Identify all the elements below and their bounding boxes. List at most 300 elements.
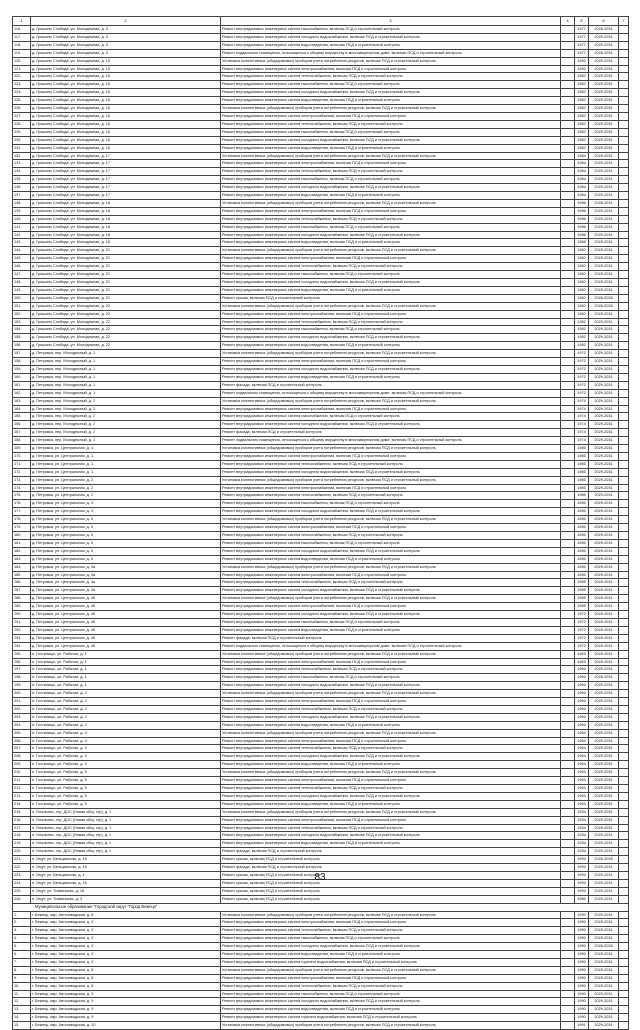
row-number: 198.	[13, 674, 31, 682]
table-row	[13, 785, 629, 793]
address-cell: д. Гришино Слобода, ул. Молодежная, д. 3	[31, 33, 221, 41]
row-number: 1.	[13, 911, 31, 919]
period-cell: 2029-2031	[589, 698, 619, 706]
address-cell: д. Петровка, ул. Центральная, д. 2	[31, 508, 221, 516]
col4-cell	[561, 690, 575, 698]
period-cell: 2029-2031	[589, 263, 619, 271]
year-cell: 1974	[575, 397, 589, 405]
table-row	[13, 998, 629, 1006]
col4-cell	[561, 927, 575, 935]
year-cell: 1985	[575, 460, 589, 468]
table-row	[13, 642, 629, 650]
col7-cell	[619, 800, 629, 808]
table-row	[13, 350, 629, 358]
year-cell: 1985	[575, 500, 589, 508]
table-row	[13, 41, 629, 49]
table-row	[13, 595, 629, 603]
table-row	[13, 729, 629, 737]
col7-cell	[619, 452, 629, 460]
row-number: 163.	[13, 397, 31, 405]
row-number: 212.	[13, 785, 31, 793]
address-cell: д. Петровка, ул. Центральная, д. 4	[31, 516, 221, 524]
col7-cell	[619, 911, 629, 919]
period-cell: 2028-2031	[589, 49, 619, 57]
work-type-cell: Ремонт внутридомовых инженерных систем электроснабжения, включая ПСД и строительный контроль	[221, 484, 561, 492]
col7-cell	[619, 160, 629, 168]
address-cell: п. Гостилицы, ул. Рабочая, д. 4	[31, 729, 221, 737]
period-cell: 2029-2031	[589, 927, 619, 935]
period-cell: 2029-2031	[589, 381, 619, 389]
work-type-cell: Ремонт внутридомовых инженерных систем холодного водоснабжения, включая ПСД и строительный контроль	[221, 792, 561, 800]
period-cell: 2029-2031	[589, 176, 619, 184]
table-row	[13, 65, 629, 73]
row-number: 135.	[13, 176, 31, 184]
row-number: 175.	[13, 492, 31, 500]
col4-cell	[561, 761, 575, 769]
address-cell: д. Петровка, пер. Молодежный, д. 2	[31, 429, 221, 437]
year-cell: 1985	[575, 603, 589, 611]
address-cell: п. Омут, ул. Бельцинская, д. 16	[31, 879, 221, 887]
period-cell: 2029-2031	[589, 1006, 619, 1014]
row-number: 134.	[13, 168, 31, 176]
period-cell: 2029-2031	[589, 152, 619, 160]
work-type-cell: Ремонт внутридомовых инженерных систем холодного водоснабжения, включая ПСД и строительный контроль	[221, 508, 561, 516]
table-row	[13, 176, 629, 184]
work-type-cell: Ремонт внутридомовых инженерных систем теплоснабжения, включая ПСД и строительный контроль	[221, 73, 561, 81]
period-cell: 2029-2031	[589, 800, 619, 808]
address-cell: п. Омут, ул. Бельцинская, д. 18	[31, 856, 221, 864]
year-cell: 1964	[575, 753, 589, 761]
col7-cell	[619, 864, 629, 872]
col4-cell	[561, 358, 575, 366]
period-cell: 2029-2031	[589, 832, 619, 840]
year-cell: 1934	[575, 832, 589, 840]
row-number: 164.	[13, 405, 31, 413]
row-number: 201.	[13, 698, 31, 706]
work-type-cell: Ремонт внутридомовых инженерных систем теплоснабжения, включая ПСД и строительный контроль	[221, 532, 561, 540]
address-cell: г. Бежецк, мкр. Автозаводская, д. 6	[31, 935, 221, 943]
table-row	[13, 389, 629, 397]
year-cell: 1985	[575, 895, 589, 903]
row-number: 124.	[13, 89, 31, 97]
period-cell: 2029-2031	[589, 41, 619, 49]
row-number: 211.	[13, 777, 31, 785]
table-row	[13, 255, 629, 263]
table-row	[13, 698, 629, 706]
address-cell: д. Петровка, ул. Центральная, д. 2	[31, 500, 221, 508]
year-cell: 1934	[575, 848, 589, 856]
col4-cell	[561, 437, 575, 445]
table-row	[13, 397, 629, 405]
year-cell: 1963	[575, 682, 589, 690]
work-type-cell: Ремонт внутридомовых инженерных систем газоснабжения, включая ПСД и строительный контроль	[221, 26, 561, 34]
period-cell: 2029-2031	[589, 721, 619, 729]
address-cell: п. Омут, ул. Бельцинская, д. 18	[31, 864, 221, 872]
year-cell: 1984	[575, 152, 589, 160]
col4-cell	[561, 769, 575, 777]
address-cell: д. Гришино Слобода, ул. Молодежная, д. 3	[31, 41, 221, 49]
row-number: 162.	[13, 389, 31, 397]
period-cell: 2029-2031	[589, 871, 619, 879]
address-cell: г. Бежецк, мкр. Автозаводская, д. 9	[31, 1006, 221, 1014]
year-cell: 1990	[575, 1014, 589, 1022]
col7-cell	[619, 856, 629, 864]
col4-cell	[561, 33, 575, 41]
table-row	[13, 199, 629, 207]
work-type-cell: Ремонт внутридомовых инженерных систем электроснабжения, включая ПСД и строительный контроль	[221, 919, 561, 927]
work-type-cell: Ремонт внутридомовых инженерных систем теплоснабжения, включая ПСД и строительный контроль	[221, 460, 561, 468]
col7-cell	[619, 73, 629, 81]
address-cell: д. Петровка, ул. Центральная, д. 4б	[31, 611, 221, 619]
period-cell: 2029-2031	[589, 682, 619, 690]
col4-cell	[561, 263, 575, 271]
row-number: 10.	[13, 982, 31, 990]
work-type-cell: Установка коллективных (общедомовых) приборов учета потребления ресурсов, включая ПСД и строительный контроль	[221, 476, 561, 484]
address-cell: д. Гришино Слобода, ул. Молодежная, д. 22	[31, 310, 221, 318]
address-cell: д. Гришино Слобода, ул. Молодежная, д. 17	[31, 168, 221, 176]
row-number: 2.	[13, 919, 31, 927]
row-number: 222.	[13, 864, 31, 872]
work-type-cell: Ремонт внутридомовых инженерных систем теплоснабжения, включая ПСД и строительный контроль	[221, 168, 561, 176]
col4-cell	[561, 887, 575, 895]
col7-cell	[619, 792, 629, 800]
year-cell: 1993	[575, 856, 589, 864]
work-type-cell: Установка коллективных (общедомовых) приборов учета потребления ресурсов, включая ПСД и строительный контроль	[221, 595, 561, 603]
period-cell: 2029-2031	[589, 974, 619, 982]
address-cell: д. Гришино Слобода, ул. Молодежная, д. 22	[31, 334, 221, 342]
col4-cell	[561, 381, 575, 389]
row-number: 129.	[13, 128, 31, 136]
col7-cell	[619, 429, 629, 437]
col7-cell	[619, 1006, 629, 1014]
work-type-cell: Ремонт внутридомовых инженерных систем газоснабжения, включая ПСД и строительный контроль	[221, 935, 561, 943]
period-cell: 2029-2031	[589, 460, 619, 468]
table-row	[13, 128, 629, 136]
year-cell: 1974	[575, 405, 589, 413]
table-row	[13, 816, 629, 824]
table-row	[13, 144, 629, 152]
year-cell: 1964	[575, 729, 589, 737]
address-cell: д. Гришино Слобода, ул. Молодежная, д. 16	[31, 112, 221, 120]
address-cell: д. Гришино Слобода, ул. Молодежная, д. 17	[31, 192, 221, 200]
year-cell: 1972	[575, 634, 589, 642]
period-cell: 2029-2031	[589, 120, 619, 128]
year-cell: 1990	[575, 990, 589, 998]
col4-cell	[561, 516, 575, 524]
col4-cell	[561, 966, 575, 974]
col7-cell	[619, 1014, 629, 1022]
year-cell: 1990	[575, 966, 589, 974]
year-cell: 1991	[575, 1022, 589, 1030]
col7-cell	[619, 816, 629, 824]
col4-cell	[561, 271, 575, 279]
table-row	[13, 405, 629, 413]
year-cell: 1963	[575, 785, 589, 793]
year-cell: 1972	[575, 389, 589, 397]
period-cell: 2029-2031	[589, 539, 619, 547]
work-type-cell: Ремонт внутридомовых инженерных систем водоотведения, включая ПСД и строительный контроль	[221, 555, 561, 563]
year-cell: 1982	[575, 120, 589, 128]
period-cell: 2029-2031	[589, 864, 619, 872]
column-header: 4	[561, 17, 575, 26]
table-row	[13, 674, 629, 682]
period-cell: 2029-2031	[589, 223, 619, 231]
year-cell: 1982	[575, 105, 589, 113]
col4-cell	[561, 294, 575, 302]
col4-cell	[561, 247, 575, 255]
work-type-cell: Установка коллективных (общедомовых) приборов учета потребления ресурсов, включая ПСД и строительный контроль	[221, 1022, 561, 1030]
work-type-cell: Ремонт внутридомовых инженерных систем горячего водоснабжения, включая ПСД и строительный контроль	[221, 958, 561, 966]
address-cell: г. Бежецк, мкр. Автозаводская, д. 6	[31, 958, 221, 966]
work-type-cell: Ремонт крыши, включая ПСД и строительный контроль	[221, 895, 561, 903]
row-number: 160.	[13, 373, 31, 381]
col4-cell	[561, 144, 575, 152]
col4-cell	[561, 650, 575, 658]
col7-cell	[619, 350, 629, 358]
col7-cell	[619, 769, 629, 777]
col4-cell	[561, 935, 575, 943]
year-cell: 1986	[575, 199, 589, 207]
work-type-cell: Ремонт внутридомовых инженерных систем холодного водоснабжения, включая ПСД и строительный контроль	[221, 365, 561, 373]
year-cell: 1990	[575, 943, 589, 951]
period-cell: 2026-2028	[589, 856, 619, 864]
address-cell: п. Гостилицы, ул. Рабочая, д. 4	[31, 753, 221, 761]
work-type-cell: Установка коллективных (общедомовых) приборов учета потребления ресурсов, включая ПСД и строительный контроль	[221, 966, 561, 974]
address-cell: д. Гришино Слобода, ул. Молодежная, д. 22	[31, 318, 221, 326]
row-number: 196.	[13, 658, 31, 666]
row-number: 219.	[13, 840, 31, 848]
row-number: 151.	[13, 302, 31, 310]
col4-cell	[561, 81, 575, 89]
col7-cell	[619, 626, 629, 634]
work-type-cell: Ремонт внутридомовых инженерных систем водоотведения, включая ПСД и строительный контроль	[221, 951, 561, 959]
year-cell: 1990	[575, 958, 589, 966]
col7-cell	[619, 500, 629, 508]
work-type-cell: Ремонт внутридомовых инженерных систем теплоснабжения, включая ПСД и строительный контроль	[221, 705, 561, 713]
work-type-cell: Ремонт подвального помещения, относящегося к общему имуществу в многоквартирном доме, включая ПСД и строительный контроль	[221, 49, 561, 57]
table-row	[13, 966, 629, 974]
col4-cell	[561, 840, 575, 848]
table-row	[13, 547, 629, 555]
year-cell: 1982	[575, 310, 589, 318]
col7-cell	[619, 334, 629, 342]
table-row	[13, 840, 629, 848]
col7-cell	[619, 927, 629, 935]
work-type-cell: Установка коллективных (общедомовых) приборов учета потребления ресурсов, включая ПСД и строительный контроль	[221, 397, 561, 405]
row-number: 117.	[13, 33, 31, 41]
period-cell: 2029-2031	[589, 429, 619, 437]
year-cell: 1984	[575, 160, 589, 168]
address-cell: д. Гришино Слобода, ул. Молодежная, д. 18	[31, 215, 221, 223]
col7-cell	[619, 682, 629, 690]
table-row	[13, 990, 629, 998]
work-type-cell: Ремонт внутридомовых инженерных систем водоотведения, включая ПСД и строительный контроль	[221, 144, 561, 152]
col4-cell	[561, 958, 575, 966]
period-cell: 2029-2031	[589, 998, 619, 1006]
period-cell: 2029-2031	[589, 951, 619, 959]
col7-cell	[619, 192, 629, 200]
col4-cell	[561, 286, 575, 294]
col4-cell	[561, 753, 575, 761]
period-cell: 2029-2031	[589, 184, 619, 192]
col7-cell	[619, 579, 629, 587]
year-cell: 1982	[575, 279, 589, 287]
table-row	[13, 682, 629, 690]
col7-cell	[619, 895, 629, 903]
work-type-cell: Ремонт внутридомовых инженерных систем газоснабжения, включая ПСД и строительный контроль	[221, 539, 561, 547]
table-row	[13, 381, 629, 389]
year-cell: 1982	[575, 89, 589, 97]
row-number: 195.	[13, 650, 31, 658]
table-row	[13, 152, 629, 160]
address-cell: п. Гостилицы, ул. Рабочая, д. 4	[31, 745, 221, 753]
work-type-cell: Установка коллективных (общедомовых) приборов учета потребления ресурсов, включая ПСД и строительный контроль	[221, 729, 561, 737]
column-header: 5	[575, 17, 589, 26]
period-cell: 2028-2031	[589, 26, 619, 34]
year-cell: 1984	[575, 184, 589, 192]
row-number: 156.	[13, 342, 31, 350]
row-number: 139.	[13, 207, 31, 215]
table-row	[13, 279, 629, 287]
row-number: 200.	[13, 690, 31, 698]
row-number: 199.	[13, 682, 31, 690]
address-cell: п. Омут, ул. Бельцинская, д. 1	[31, 871, 221, 879]
table-row	[13, 721, 629, 729]
work-type-cell: Ремонт внутридомовых инженерных систем холодного водоснабжения, включая ПСД и строительный контроль	[221, 136, 561, 144]
period-cell: 2028-2031	[589, 674, 619, 682]
row-number: 7.	[13, 958, 31, 966]
address-cell: д. Петровка, ул. Центральная, д. 4	[31, 532, 221, 540]
year-cell: 1986	[575, 239, 589, 247]
col7-cell	[619, 516, 629, 524]
work-type-cell: Ремонт внутридомовых инженерных систем холодного водоснабжения, включая ПСД и строительный контроль	[221, 943, 561, 951]
work-type-cell: Ремонт внутридомовых инженерных систем холодного водоснабжения, включая ПСД и строительный контроль	[221, 547, 561, 555]
col7-cell	[619, 81, 629, 89]
col4-cell	[561, 824, 575, 832]
col7-cell	[619, 587, 629, 595]
row-number: 128.	[13, 120, 31, 128]
row-number: 203.	[13, 713, 31, 721]
work-type-cell: Ремонт внутридомовых инженерных систем электроснабжения, включая ПСД и строительный контроль	[221, 816, 561, 824]
row-number: 154.	[13, 326, 31, 334]
period-cell: 2029-2031	[589, 935, 619, 943]
year-cell: 1990	[575, 911, 589, 919]
work-type-cell: Ремонт внутридомовых инженерных систем холодного водоснабжения, включая ПСД и строительный контроль	[221, 184, 561, 192]
work-type-cell: Установка коллективных (общедомовых) приборов учета потребления ресурсов, включая ПСД и строительный контроль	[221, 445, 561, 453]
address-cell: г. Бежецк, мкр. Автозаводская, д. 6	[31, 919, 221, 927]
work-type-cell: Ремонт внутридомовых инженерных систем теплоснабжения, включая ПСД и строительный контроль	[221, 318, 561, 326]
address-cell: д. Гришино Слобода, ул. Молодежная, д. 22	[31, 326, 221, 334]
col4-cell	[561, 492, 575, 500]
year-cell: 1982	[575, 334, 589, 342]
year-cell: 1985	[575, 468, 589, 476]
col7-cell	[619, 982, 629, 990]
work-type-cell: Установка коллективных (общедомовых) приборов учета потребления ресурсов, включая ПСД и строительный контроль	[221, 516, 561, 524]
row-number: 168.	[13, 437, 31, 445]
period-cell: 2029-2031	[589, 792, 619, 800]
address-cell: д. Гришино Слобода, ул. Молодежная, д. 15	[31, 73, 221, 81]
col4-cell	[561, 413, 575, 421]
col4-cell	[561, 1022, 575, 1030]
address-cell: п. Опольево, стр. ДОС (Новая общ. стр), д. 1	[31, 816, 221, 824]
col7-cell	[619, 547, 629, 555]
table-row	[13, 168, 629, 176]
period-cell: 2029-2031	[589, 389, 619, 397]
col7-cell	[619, 271, 629, 279]
address-cell: д. Гришино Слобода, ул. Молодежная, д. 3	[31, 26, 221, 34]
work-type-cell: Установка коллективных (общедомовых) приборов учета потребления ресурсов, включая ПСД и строительный контроль	[221, 563, 561, 571]
col7-cell	[619, 603, 629, 611]
col7-cell	[619, 105, 629, 113]
col4-cell	[561, 713, 575, 721]
row-number: 126.	[13, 105, 31, 113]
year-cell: 1985	[575, 476, 589, 484]
period-cell: 2029-2031	[589, 500, 619, 508]
year-cell: 1972	[575, 618, 589, 626]
table-row	[13, 302, 629, 310]
table-row	[13, 935, 629, 943]
col7-cell	[619, 184, 629, 192]
address-cell: д. Петровка, ул. Центральная, д. 4а	[31, 571, 221, 579]
work-type-cell: Ремонт внутридомовых инженерных систем теплоснабжения, включая ПСД и строительный контроль	[221, 120, 561, 128]
col4-cell	[561, 563, 575, 571]
year-cell: 1963	[575, 666, 589, 674]
year-cell: 1985	[575, 452, 589, 460]
address-cell: п. Гостилицы, ул. Рабочая, д. 4	[31, 761, 221, 769]
col7-cell	[619, 365, 629, 373]
work-type-cell: Ремонт внутридомовых инженерных систем газоснабжения, включая ПСД и строительный контроль	[221, 674, 561, 682]
year-cell: 1982	[575, 81, 589, 89]
year-cell: 1964	[575, 737, 589, 745]
table-row	[13, 239, 629, 247]
row-number: 155.	[13, 334, 31, 342]
year-cell: 1985	[575, 595, 589, 603]
col4-cell	[561, 160, 575, 168]
col4-cell	[561, 326, 575, 334]
year-cell: 1982	[575, 271, 589, 279]
period-cell: 2029-2031	[589, 373, 619, 381]
row-number: 173.	[13, 476, 31, 484]
address-cell: г. Бежецк, мкр. Автозаводская, д. 8	[31, 982, 221, 990]
period-cell: 2029-2031	[589, 611, 619, 619]
year-cell: 1985	[575, 516, 589, 524]
year-cell: 1963	[575, 777, 589, 785]
address-cell: д. Петровка, ул. Центральная, д. 4б	[31, 595, 221, 603]
table-row	[13, 532, 629, 540]
year-cell: 1963	[575, 713, 589, 721]
address-cell: г. Бежецк, мкр. Автозаводская, д. 9	[31, 1014, 221, 1022]
col7-cell	[619, 57, 629, 65]
address-cell: д. Гришино Слобода, ул. Молодежная, д. 18	[31, 223, 221, 231]
address-cell: д. Петровка, пер. Молодежный, д. 1	[31, 365, 221, 373]
year-cell: 1972	[575, 373, 589, 381]
row-number: 182.	[13, 547, 31, 555]
address-cell: п. Опольево, стр. ДОС (Новая общ. стр), д. 1	[31, 848, 221, 856]
period-cell: 2029-2031	[589, 405, 619, 413]
col4-cell	[561, 49, 575, 57]
col7-cell	[619, 223, 629, 231]
period-cell: 2029-2031	[589, 247, 619, 255]
row-number: 119.	[13, 49, 31, 57]
year-cell: 1982	[575, 136, 589, 144]
col4-cell	[561, 682, 575, 690]
col7-cell	[619, 373, 629, 381]
period-cell: 2029-2031	[589, 840, 619, 848]
col7-cell	[619, 144, 629, 152]
year-cell: 1986	[575, 231, 589, 239]
col7-cell	[619, 397, 629, 405]
work-type-cell: Ремонт внутридомовых инженерных систем холодного водоснабжения, включая ПСД и строительный контроль	[221, 587, 561, 595]
